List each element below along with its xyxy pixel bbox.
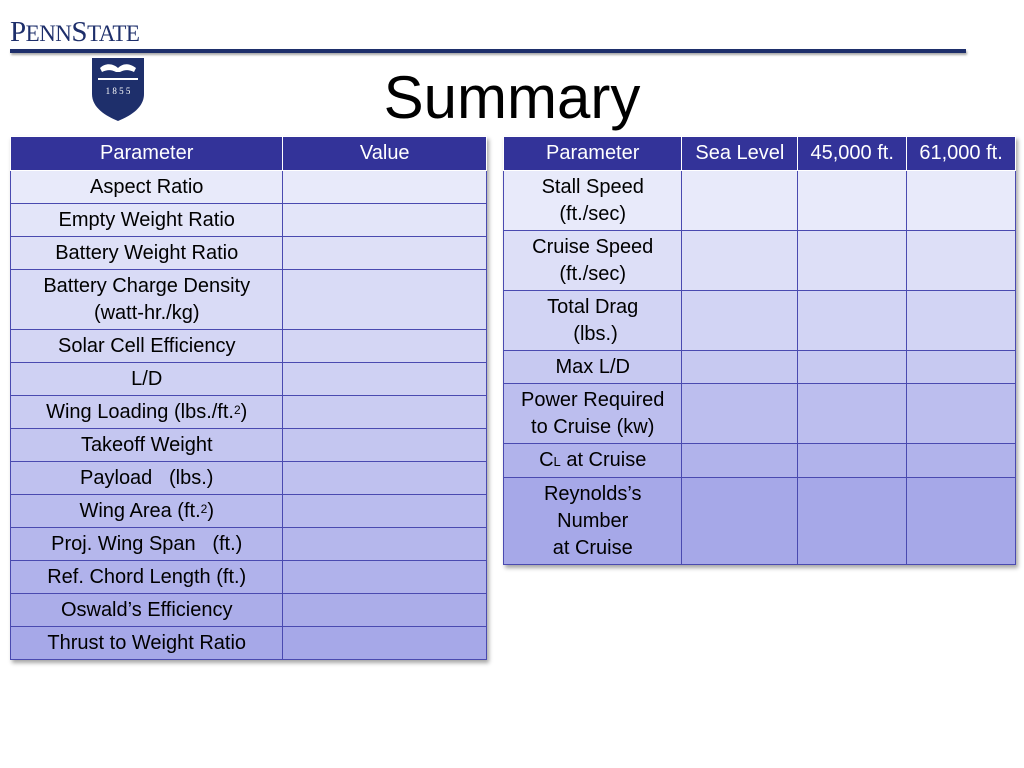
value-cell <box>283 627 487 660</box>
altitude-table <box>503 136 1016 565</box>
column-header: 61,000 ft. <box>907 137 1016 171</box>
value-cell <box>907 478 1016 565</box>
parameter-name-cell <box>11 528 283 561</box>
superscript: 2 <box>233 403 241 417</box>
parameter-name-cell <box>11 396 283 429</box>
parameter-name: Empty Weight Ratio <box>58 209 235 231</box>
parameter-name-cell <box>504 351 682 384</box>
svg-text:1 8 5 5: 1 8 5 5 <box>105 86 131 96</box>
parameter-name: Proj. Wing Span (ft.) <box>51 533 243 555</box>
table-row <box>11 171 487 204</box>
table-header-row <box>504 137 1016 171</box>
parameter-name: C <box>539 449 554 471</box>
table-row <box>504 384 1016 444</box>
value-cell <box>283 204 487 237</box>
parameter-name: Cruise Speed (ft./sec) <box>532 236 654 285</box>
table-row <box>11 528 487 561</box>
parameter-name: Solar Cell Efficiency <box>57 335 236 357</box>
parameter-name: Battery Weight Ratio <box>55 242 239 264</box>
header-rule <box>10 49 966 53</box>
parameter-name: Battery Charge Density (watt-hr./kg) <box>43 275 251 324</box>
parameter-name: Takeoff Weight <box>80 434 213 456</box>
value-cell <box>283 462 487 495</box>
parameter-name: Aspect Ratio <box>90 176 204 198</box>
parameter-name-cell <box>11 363 283 396</box>
value-cell <box>682 351 798 384</box>
value-cell <box>907 444 1016 478</box>
parameter-name-cell <box>11 561 283 594</box>
table-row <box>11 594 487 627</box>
column-header: Parameter <box>11 137 283 171</box>
parameter-name: Power Required to Cruise (kw) <box>521 389 665 438</box>
value-cell <box>798 351 907 384</box>
value-cell <box>283 528 487 561</box>
parameter-name-cell <box>11 495 283 528</box>
parameter-name-cell <box>11 270 283 330</box>
parameter-name-tail: at Cruise <box>560 449 647 471</box>
parameter-name: Payload (lbs.) <box>80 467 214 489</box>
parameter-name-cell <box>504 291 682 351</box>
penn-state-logo: PENNSTATE <box>10 16 140 48</box>
column-header: Parameter <box>504 137 682 171</box>
value-cell <box>283 561 487 594</box>
value-cell <box>798 478 907 565</box>
value-cell <box>907 384 1016 444</box>
value-cell <box>682 231 798 291</box>
value-cell <box>798 291 907 351</box>
parameter-name-cell <box>504 384 682 444</box>
value-cell <box>682 291 798 351</box>
table-row <box>504 231 1016 291</box>
value-cell <box>907 231 1016 291</box>
value-cell <box>283 330 487 363</box>
parameter-name-cell <box>11 627 283 660</box>
parameter-name-tail: ) <box>207 500 214 522</box>
parameter-name: L/D <box>131 368 163 390</box>
table-row <box>11 429 487 462</box>
parameter-name-cell <box>11 204 283 237</box>
value-cell <box>283 429 487 462</box>
parameter-name: Oswald’s Efficiency <box>60 599 233 621</box>
value-cell <box>682 444 798 478</box>
column-header: Value <box>283 137 487 171</box>
parameter-name-cell <box>11 237 283 270</box>
table-row <box>504 351 1016 384</box>
table-row <box>11 270 487 330</box>
value-cell <box>798 384 907 444</box>
table-row <box>504 444 1016 478</box>
table-row <box>11 627 487 660</box>
parameter-name: Total Drag (lbs.) <box>547 296 639 345</box>
parameter-name-cell <box>11 171 283 204</box>
parameter-name-cell <box>504 478 682 565</box>
column-header: 45,000 ft. <box>798 137 907 171</box>
value-cell <box>798 231 907 291</box>
parameter-name: Max L/D <box>555 356 630 378</box>
value-cell <box>682 384 798 444</box>
table-row <box>11 204 487 237</box>
parameter-name-cell <box>504 444 682 478</box>
value-cell <box>283 237 487 270</box>
parameter-name: Wing Area (ft. <box>79 500 201 522</box>
value-cell <box>798 444 907 478</box>
parameter-name: Ref. Chord Length (ft.) <box>47 566 247 588</box>
value-cell <box>907 351 1016 384</box>
table-header-row <box>11 137 487 171</box>
parameter-table <box>10 136 487 660</box>
parameter-name: Thrust to Weight Ratio <box>47 632 247 654</box>
parameter-name-cell <box>11 429 283 462</box>
parameter-name-cell <box>504 231 682 291</box>
subscript: L <box>553 454 561 469</box>
parameter-name: Reynolds’s Number at Cruise <box>543 483 642 559</box>
page-title: Summary <box>383 64 641 131</box>
table-row <box>504 478 1016 565</box>
table-row <box>11 495 487 528</box>
table-row <box>11 462 487 495</box>
value-cell <box>907 291 1016 351</box>
value-cell <box>283 270 487 330</box>
value-cell <box>907 171 1016 231</box>
value-cell <box>283 363 487 396</box>
table-row <box>504 171 1016 231</box>
parameter-name: Stall Speed (ft./sec) <box>541 176 644 225</box>
value-cell <box>283 594 487 627</box>
table-row <box>11 396 487 429</box>
parameter-name-cell <box>504 171 682 231</box>
parameter-name: Wing Loading (lbs./ft. <box>46 401 234 423</box>
superscript: 2 <box>200 502 208 516</box>
parameter-name-cell <box>11 330 283 363</box>
parameter-name-cell <box>11 594 283 627</box>
value-cell <box>798 171 907 231</box>
table-row <box>504 291 1016 351</box>
column-header: Sea Level <box>682 137 798 171</box>
table-row <box>11 561 487 594</box>
value-cell <box>682 478 798 565</box>
table-row <box>11 363 487 396</box>
parameter-name-cell <box>11 462 283 495</box>
table-row <box>11 237 487 270</box>
value-cell <box>283 495 487 528</box>
value-cell <box>283 171 487 204</box>
table-row <box>11 330 487 363</box>
value-cell <box>682 171 798 231</box>
value-cell <box>283 396 487 429</box>
parameter-name-tail: ) <box>240 401 248 423</box>
